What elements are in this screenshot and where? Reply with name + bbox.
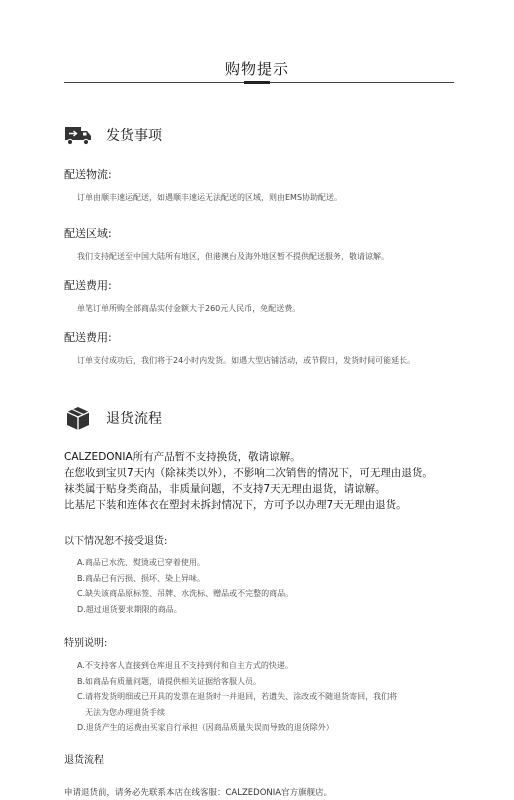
returns-section-title: 退货流程: [106, 411, 162, 427]
list-item: D.超过退货要求期限的商品。: [77, 604, 182, 614]
shipping-area-text: 我们支持配送至中国大陆所有地区，但港澳台及海外地区暂不提供配送服务，敬请谅解。: [77, 252, 389, 261]
list-item: 无法为您办理退货手续: [85, 707, 165, 717]
shipping-logistics-label: 配送物流:: [64, 168, 112, 181]
list-item: B.如商品有质量问题，请提供相关证据给客服人员。: [77, 676, 262, 686]
return-process-label: 退货流程: [64, 755, 104, 766]
special-notes-label: 特别说明:: [64, 638, 108, 649]
returns-notice: [64, 449, 433, 513]
return-process-text: 申请退货前，请务必先联系本店在线客服：CALZEDONIA官方旗舰店。: [64, 788, 333, 798]
shipping-time-label: 配送费用:: [64, 331, 112, 344]
special-notes-list: [77, 658, 397, 736]
not-accepted-label: 以下情况恕不接受退货:: [64, 536, 168, 547]
not-accepted-list: [77, 555, 293, 617]
list-item: A.不支持客人直接到仓库退且不支持到付和自主方式的快递。: [77, 661, 293, 670]
package-box-icon: [64, 404, 92, 432]
returns-notice-line: CALZEDONIA所有产品暂不支持换货，敬请谅解。: [64, 451, 301, 463]
returns-notice-line: 在您收到宝贝7天内（除袜类以外），不影响二次销售的情况下，可无理由退货。: [64, 467, 433, 479]
list-item: B.商品已有污损、损坏、染上异味。: [77, 573, 206, 583]
shipping-fee-label: 配送费用:: [64, 279, 112, 292]
list-item: A.商品已水洗、熨烫或已穿着使用。: [77, 558, 205, 567]
shipping-section-title: 发货事项: [106, 128, 162, 144]
header-divider-accent: [244, 81, 270, 84]
returns-notice-line: 袜类属于贴身类商品，非质量问题，不支持7天无理由退货，请谅解。: [64, 483, 386, 495]
list-item: D.退货产生的运费由买家自行承担（因商品质量失误而导致的退货除外）: [77, 723, 334, 732]
returns-section-header: [64, 404, 162, 432]
list-item: C.请将发货明细或已开具的发票在退货时一并退回，若遗失、涂改或不随退货寄回，我们将: [77, 692, 398, 701]
shipping-fee-text: 单笔订单所购全部商品实付金额大于260元人民币，免配送费。: [77, 304, 301, 313]
shipping-time-text: 订单支付成功后，我们将于24小时内发货。如遇大型店铺活动，或节假日，发货时间可能延长。: [77, 356, 416, 365]
shipping-section-header: [64, 121, 162, 149]
returns-notice-line: 比基尼下装和连体衣在塑封未拆封情况下，方可予以办理7天无理由退货。: [64, 499, 407, 511]
shipping-logistics-text: 订单由顺丰速运配送，如遇顺丰速运无法配送的区域，则由EMS协助配送。: [77, 193, 343, 202]
delivery-truck-icon: [64, 121, 92, 149]
list-item: C.缺失该商品原标签、吊牌、水洗标、赠品或不完整的商品。: [77, 589, 294, 598]
shipping-area-label: 配送区域:: [64, 227, 112, 240]
page-title: 购物提示: [224, 60, 289, 78]
